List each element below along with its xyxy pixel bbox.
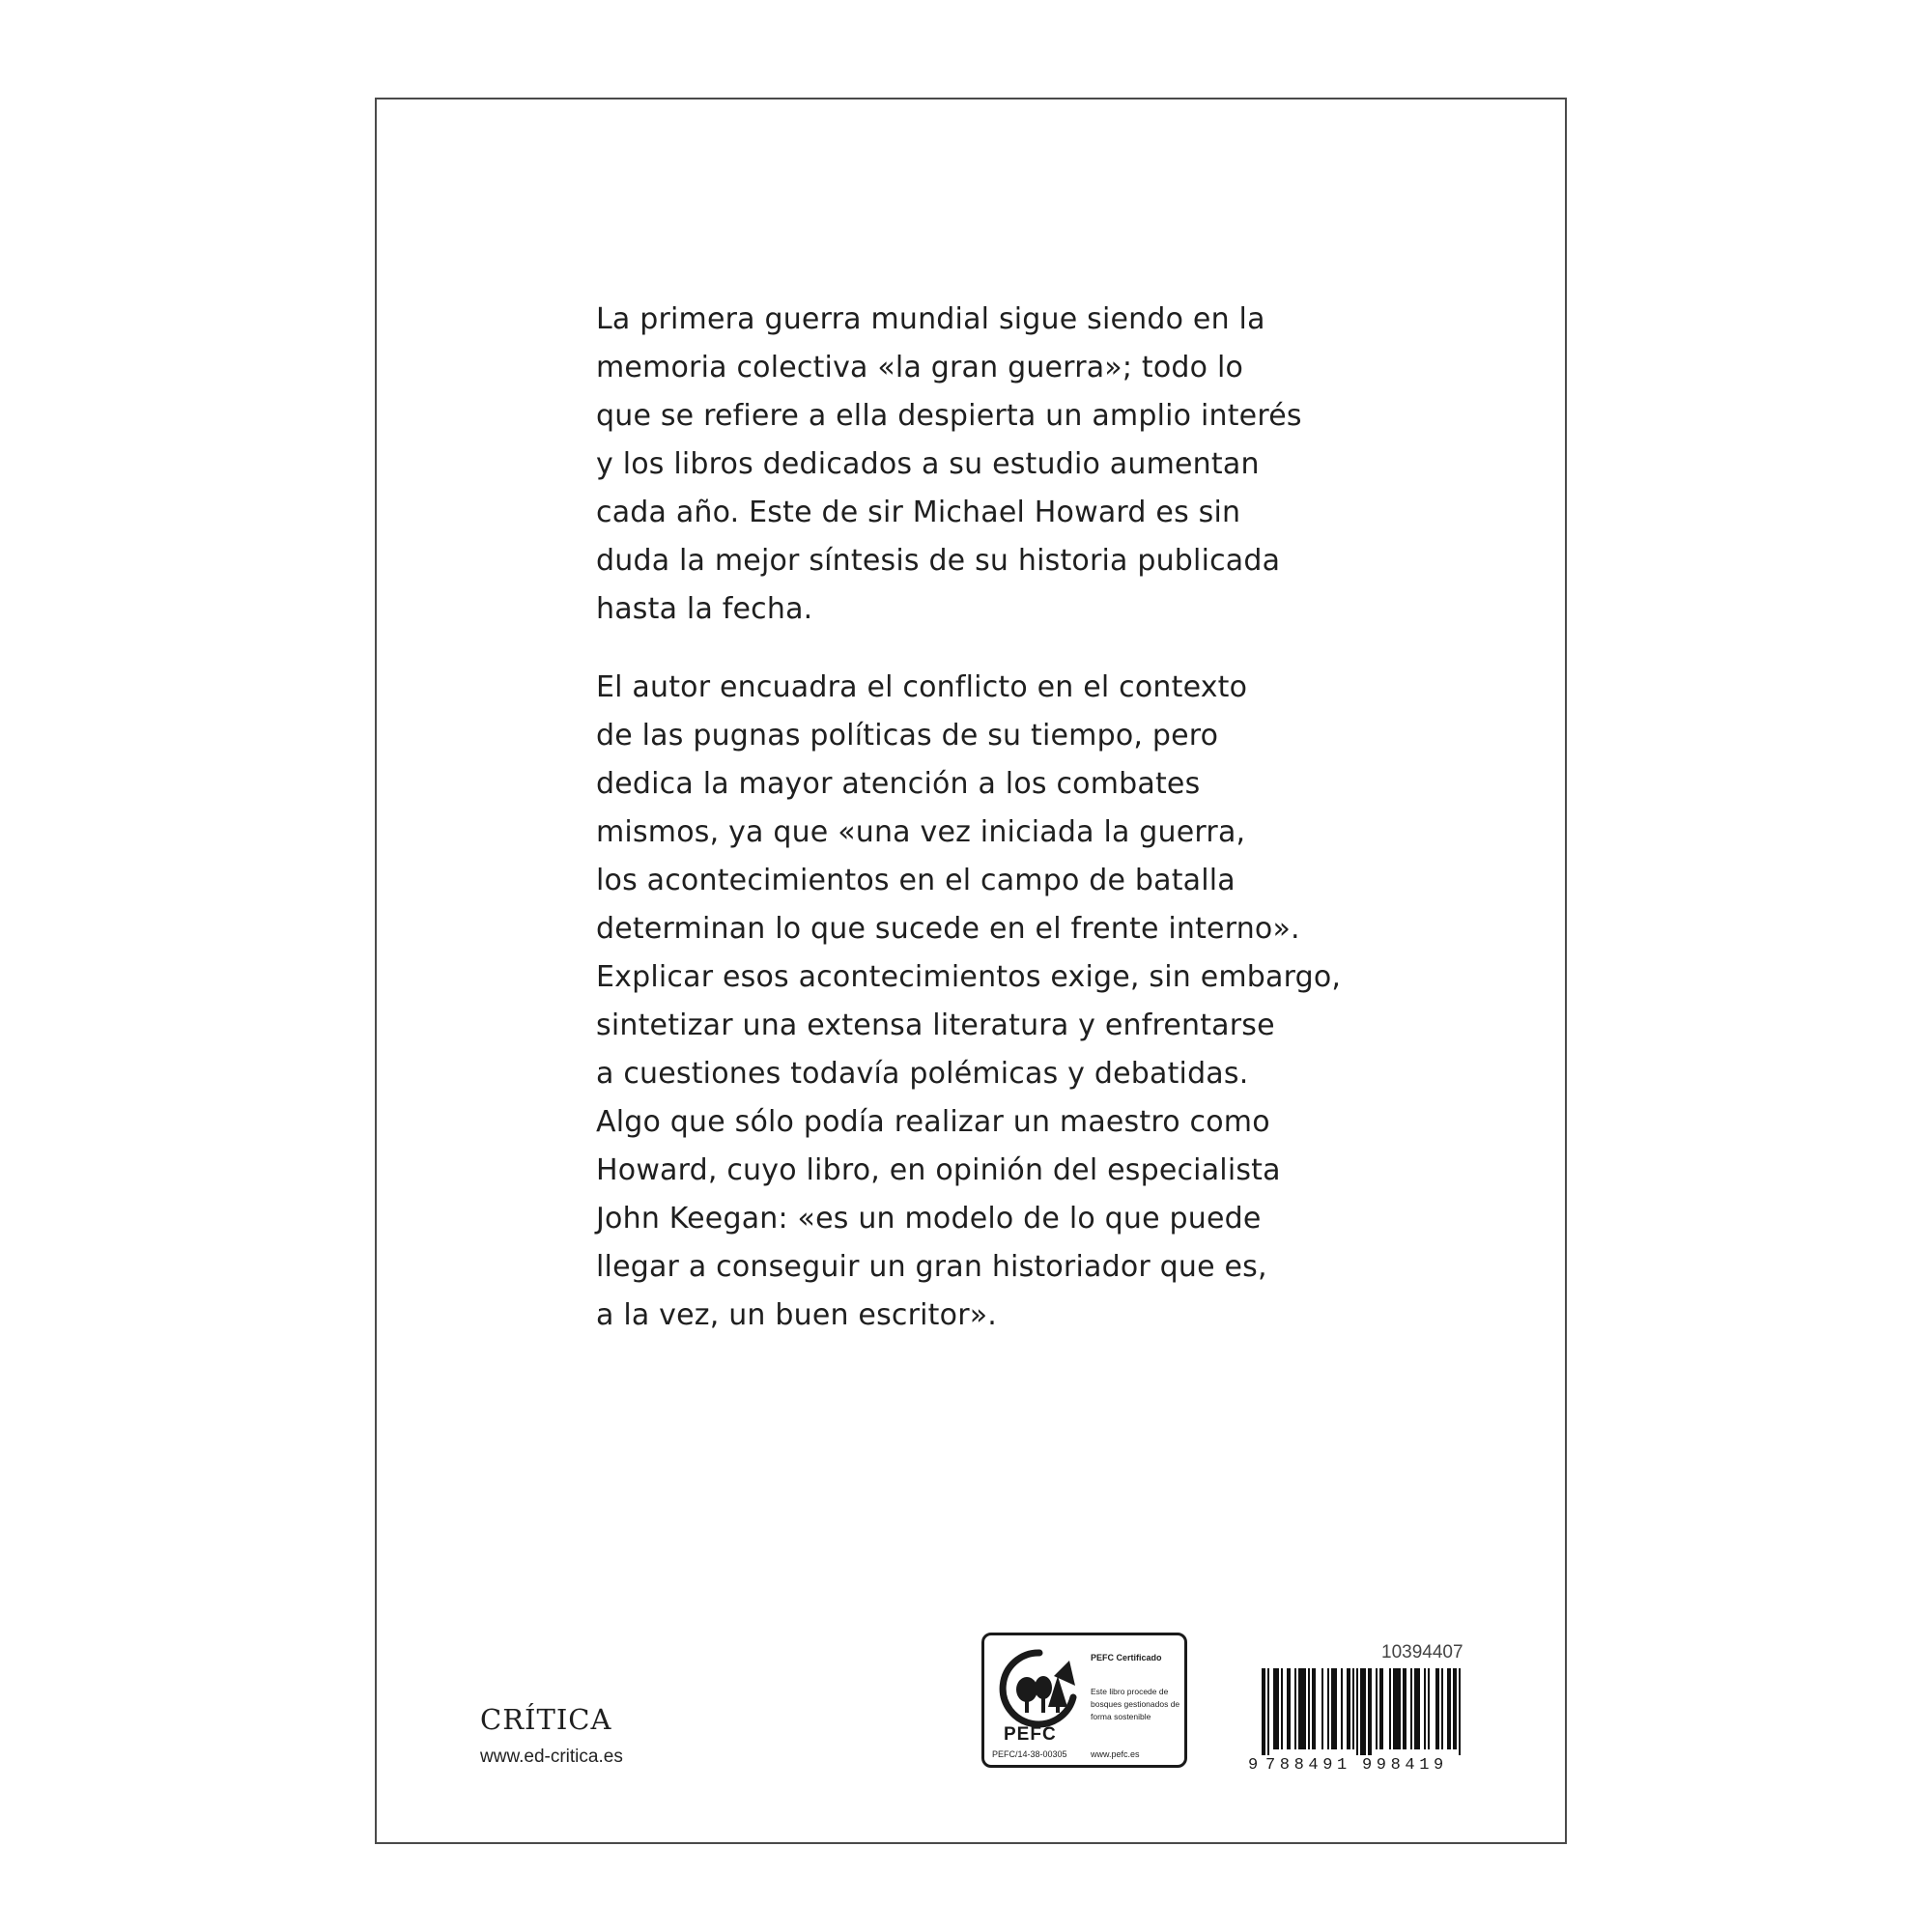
blurb-line: a cuestiones todavía polémicas y debatidas. [596,1057,1249,1091]
isbn-barcode [1246,1668,1468,1773]
pefc-certification-box [981,1633,1187,1768]
barcode-bar [1294,1668,1296,1749]
barcode-bar [1376,1668,1378,1749]
barcode-bars [1262,1668,1461,1755]
barcode-bar [1262,1668,1265,1755]
blurb-line: Algo que sólo podía realizar un maestro como [596,1105,1270,1139]
barcode-bar [1410,1668,1412,1749]
pefc-url: www.pefc.es [1091,1749,1140,1759]
blurb-line: sintetizar una extensa literatura y enfrentarse [596,1009,1275,1042]
barcode-bar [1298,1668,1306,1749]
barcode-digits-left: 788491 [1265,1756,1351,1773]
blurb-line: cada año. Este de sir Michael Howard es sin [596,496,1241,529]
blurb-line: y los libros dedicados a su estudio aumentan [596,447,1260,481]
publisher-logo: CRÍTICA [480,1703,612,1736]
blurb-line: John Keegan: «es un modelo de lo que puede [596,1202,1262,1236]
barcode-bar [1368,1668,1372,1755]
blurb-line: dedica la mayor atención a los combates [596,767,1201,801]
pefc-certified-label: PEFC Certificado [1091,1653,1162,1662]
pefc-description: Este libro procede de bosques gestionados de forma sostenible [1091,1687,1180,1721]
barcode-bar [1360,1668,1366,1755]
pefc-trees-icon [998,1647,1081,1730]
publisher-url[interactable]: www.ed-critica.es [480,1747,623,1767]
barcode-bar [1321,1668,1323,1749]
barcode-bar [1389,1668,1391,1749]
pefc-wordmark: PEFC [1004,1724,1057,1745]
barcode-bar [1424,1668,1426,1749]
barcode-bar [1347,1668,1350,1749]
blurb-line: duda la mejor síntesis de su historia publicada [596,544,1281,578]
barcode-bar [1435,1668,1439,1749]
barcode-bar [1459,1668,1461,1755]
barcode-bar [1403,1668,1406,1749]
blurb-line: los acontecimientos en el campo de batalla [596,864,1236,897]
blurb-line: determinan lo que sucede en el frente interno». [596,912,1300,946]
blurb-line: que se refiere a ella despierta un amplio interés [596,399,1302,433]
barcode-bar [1312,1668,1316,1749]
barcode-bar [1327,1668,1329,1749]
barcode-bar [1441,1668,1443,1749]
barcode-bar [1308,1668,1310,1749]
barcode-bar [1379,1668,1383,1749]
barcode-reference-number: 10394407 [1381,1642,1463,1662]
blurb-line: La primera guerra mundial sigue siendo en la [596,302,1265,336]
barcode-bar [1428,1668,1430,1749]
blurb-paragraph-2 [596,664,1388,1340]
barcode-bar [1287,1668,1291,1749]
barcode-bar [1393,1668,1401,1749]
barcode-digits-right: 998419 [1362,1756,1448,1773]
blurb-line: llegar a conseguir un gran historiador que es, [596,1250,1267,1284]
blurb-line: de las pugnas políticas de su tiempo, pero [596,719,1219,753]
barcode-bar [1453,1668,1457,1749]
blurb-line: mismos, ya que «una vez iniciada la guerra, [596,815,1246,849]
barcode-bar [1273,1668,1279,1749]
barcode-bar [1447,1668,1451,1749]
book-back-cover [375,98,1567,1844]
barcode-first-digit: 9 [1248,1756,1259,1773]
barcode-bar [1267,1668,1269,1755]
barcode-bar [1341,1668,1343,1749]
blurb-line: hasta la fecha. [596,592,813,626]
blurb-paragraph-1 [596,296,1388,634]
blurb-line: Explicar esos acontecimientos exige, sin embargo, [596,960,1342,994]
pefc-code: PEFC/14-38-00305 [992,1749,1067,1759]
blurb-line: Howard, cuyo libro, en opinión del especialista [596,1153,1281,1187]
barcode-bar [1356,1668,1358,1755]
blurb-line: a la vez, un buen escritor». [596,1298,998,1332]
barcode-bar [1414,1668,1420,1749]
barcode-bar [1281,1668,1283,1749]
barcode-bar [1352,1668,1354,1749]
barcode-bar [1331,1668,1337,1749]
blurb-line: El autor encuadra el conflicto en el contexto [596,670,1248,704]
blurb-line: memoria colectiva «la gran guerra»; todo lo [596,351,1244,384]
